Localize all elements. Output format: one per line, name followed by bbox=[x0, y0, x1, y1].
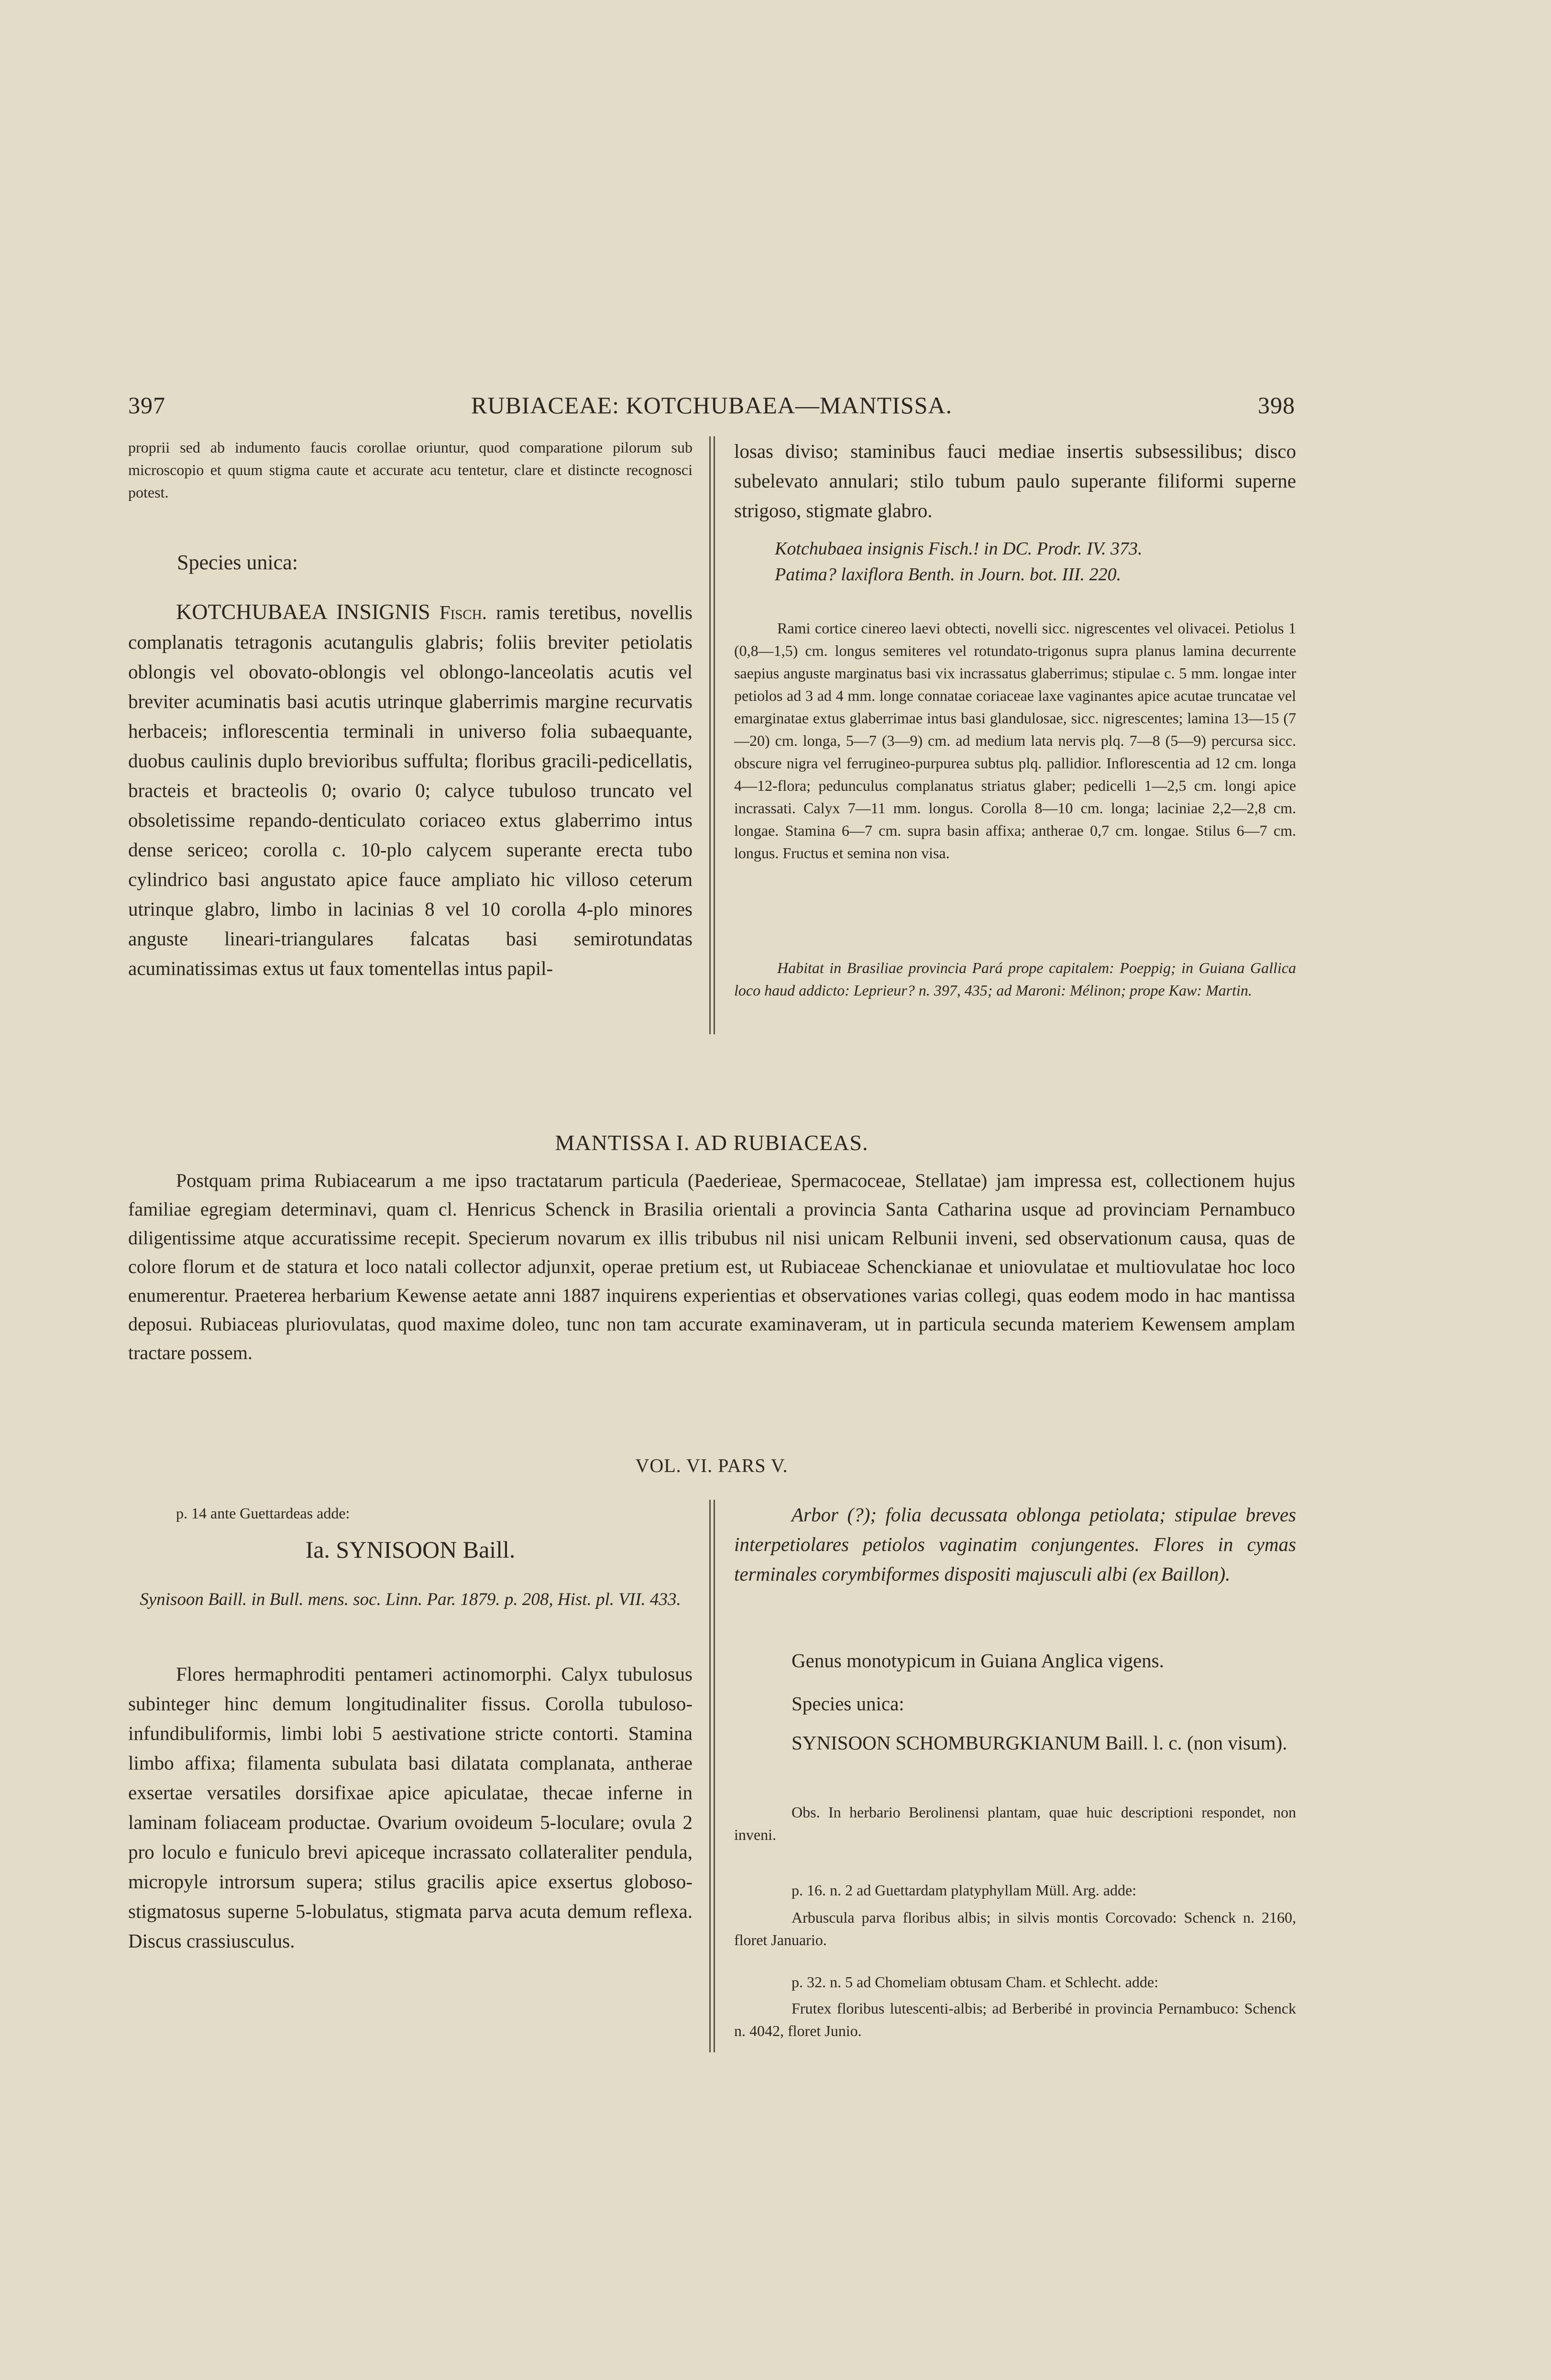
synonym-block bbox=[775, 536, 1142, 587]
kotchubaea-description bbox=[128, 597, 693, 983]
species-author: Fisch. bbox=[439, 601, 487, 623]
p32-text: Frutex floribus lutescenti-albis; ad Berberibé in provincia Pernambuco: Schenck n. 4042, floret Junio. bbox=[734, 2000, 1296, 2039]
synisoon-species bbox=[734, 1728, 1296, 1758]
obs-note bbox=[734, 1801, 1296, 1846]
species-unica-label-2: Species unica: bbox=[792, 1693, 904, 1715]
running-title: RUBIACEAE: KOTCHUBAEA—MANTISSA. bbox=[471, 392, 953, 419]
p16-note bbox=[734, 1906, 1296, 1951]
synonym-1: Kotchubaea insignis Fisch.! in DC. Prodr. IV. 373. bbox=[775, 539, 1143, 559]
arbor-description bbox=[734, 1500, 1296, 1589]
p16-text: Arbuscula parva floribus albis; in silvis montis Corcovado: Schenck n. 2160, floret Januario. bbox=[734, 1909, 1296, 1948]
mantissa-paragraph: Postquam prima Rubiacearum a me ipso tractatarum particula (Paederieae, Spermacoceae, Stellatae) jam impressa est, collectionem hujus familiae egregiam determinavi, quam cl. Henricus Schenck in Brasilia orientali a provincia Santa Catharina usque ad provinciam Pernambuco diligentissime atque accuratissime recepit. Specierum novarum ex illis tribubus nil nisi unicam Relbunii inveni, sed observationum causa, quas de colore florum et de statura et loco natali collector adjunxit, operae pretium est, ut Rubiaceae Schenckianae et uniovulatae et multiovulatae hoc loco enumerentur. Praeterea herbarium Kewense aetate anni 1887 inquirens experientias et observationes varias collegi, quas eodem modo in hac mantissa deposui. Rubiaceas pluriovulatas, quod maxime doleo, tunc non tam accurate examinaveram, ut in particula secunda materiem Kewensem amplam tractare possem. bbox=[128, 1170, 1295, 1363]
page-number-right: 398 bbox=[1258, 392, 1295, 419]
synonym-2: Patima? laxiflora Benth. in Journ. bot. III. 220. bbox=[775, 565, 1122, 585]
p32-note bbox=[734, 1997, 1296, 2042]
synisoon-species-text: SYNISOON SCHOMBURGKIANUM Baill. l. c. (non visum). bbox=[792, 1732, 1287, 1754]
top-right-continuation bbox=[734, 436, 1296, 525]
obs-text: Obs. In herbario Berolinensi plantam, quae huic descriptioni respondet, non inveni. bbox=[734, 1804, 1296, 1843]
arbor-text: Arbor (?); folia decussata oblonga petiolata; stipulae breves interpetiolares petiolos vaginatim conjungentes. Flores in cymas terminales corymbiformes dispositi majusculi albi (ex Baillon). bbox=[734, 1504, 1296, 1585]
specimen-details bbox=[734, 617, 1296, 864]
synisoon-genus-heading: Ia. SYNISOON Baill. bbox=[305, 1536, 516, 1563]
species-name: KOTCHUBAEA INSIGNIS bbox=[176, 599, 430, 624]
synisoon-description-text: Flores hermaphroditi pentameri actinomorphi. Calyx tubulosus subinteger hinc demum longitudinaliter fissus. Corolla tubuloso-infundibuliformis, limbi lobi 5 aestivatione stricte contorti. Stamina limbo affixa; filamenta subulata basi dilatata complanata, antherae exsertae versatiles dorsifixae apice apiculatae, thecae inferne in laminam foliaceam productae. Ovarium ovoideum 5-loculare; ovula 2 pro loculo e funiculo brevi apiceque incrassato collateraliter pendula, micropyle introrsum supera; stilus gracilis apice exsertus globoso-stigmatosus superne 5-lobulatus, stigmata parva acuta demum reflexa. Discus crassiusculus. bbox=[128, 1663, 693, 1952]
mantissa-body bbox=[128, 1166, 1295, 1367]
intro-paragraph: proprii sed ab indumento faucis corollae oriuntur, quod comparatione pilorum sub microscopio et quum stigma caute et accurate acu tentetur, clare et distincte recognosci potest. bbox=[128, 439, 693, 501]
volume-heading: VOL. VI. PARS V. bbox=[635, 1455, 788, 1476]
running-header bbox=[128, 391, 1295, 425]
habitat-paragraph: Habitat in Brasiliae provincia Pará prope capitalem: Poeppig; in Guiana Gallica loco haud addicto: Leprieur? n. 397, 435; ad Maroni: Mélinon; prope Kaw: Martin. bbox=[734, 959, 1296, 999]
p14-reference: p. 14 ante Guettardeas adde: bbox=[176, 1505, 350, 1522]
p16-reference: p. 16. n. 2 ad Guettardam platyphyllam Müll. Arg. adde: bbox=[792, 1882, 1137, 1899]
details-paragraph: Rami cortice cinereo laevi obtecti, novelli sicc. nigrescentes vel olivacei. Petiolus 1 (0,8—1,5) cm. longus semiteres vel rotundato-trigonus supra planus lamina decurrente saepius anguste marginatus basi vix incrassatus glaberrimus; stipulae c. 5 mm. longae inter petiolos ad 3 ad 4 mm. longe connatae coriaceae laxe vaginantes apice acutae truncatae vel emarginatae extus glaberrimae intus basi glandulosae, sicc. nigrescentes; lamina 13—15 (7—20) cm. longa, 5—7 (3—9) cm. ad medium lata nervis plq. 7—8 (5—9) percursa sicc. obscure nigra vel ferrugineo-purpurea subtus plq. pallidior. Inflorescentia ad 12 cm. longa 4—12-flora; pedunculus complanatus striatus glaber; pedicelli 1—2,5 cm. longi apice incrassati. Calyx 7—11 mm. longus. Corolla 8—10 cm. longa; laciniae 2,2—2,8 cm. longae. Stamina 6—7 cm. supra basin affixa; antherae 0,7 cm. longae. Stilus 6—7 cm. longus. Fructus et semina non visa. bbox=[734, 620, 1296, 862]
column-divider-bottom bbox=[709, 1500, 711, 2052]
continuation-paragraph: losas diviso; staminibus fauci mediae insertis subsessilibus; disco subelevato annulari; stilo tubum paulo superante filiformi superne strigoso, stigmate glabro. bbox=[734, 440, 1296, 521]
synisoon-description bbox=[128, 1659, 693, 1956]
species-description: ramis teretibus, novellis complanatis tetragonis acutangulis glabris; foliis breviter petiolatis oblongis vel obovato-oblongis vel oblongo-lanceolatis acutis vel breviter acuminatis basi acutis utrinque glaberrimis margine recurvatis herbaceis; inflorescentia terminali in universo folia subaequante, duobus caulinis duplo brevioribus suffulta; floribus gracili-pedicellatis, bracteis et bracteolis 0; ovario 0; calyce tubuloso truncato vel obsoletissime repando-denticulato coriaceo extus glaberrimo intus dense sericeo; corolla c. 10-plo calycem superante erecta tubo cylindrico basi angustato apice fauce ampliato hic villoso ceterum utrinque glabro, limbo in lacinias 8 vel 10 corolla 4-plo minores anguste lineari-triangulares falcatas basi semirotundatas acuminatissimas extus ut faux tomentellas intus papil- bbox=[128, 601, 693, 979]
column-divider-bottom-2 bbox=[714, 1500, 715, 2052]
top-left-intro bbox=[128, 436, 693, 504]
column-divider-top-2 bbox=[714, 436, 715, 1034]
habitat-block bbox=[734, 957, 1296, 1002]
p32-reference: p. 32. n. 5 ad Chomeliam obtusam Cham. et Schlecht. adde: bbox=[792, 1973, 1158, 1991]
page-number-left: 397 bbox=[128, 392, 165, 419]
genus-note: Genus monotypicum in Guiana Anglica vigens. bbox=[792, 1649, 1164, 1672]
species-unica-label: Species unica: bbox=[177, 551, 298, 574]
column-divider-top bbox=[709, 436, 711, 1034]
mantissa-heading: MANTISSA I. AD RUBIACEAS. bbox=[555, 1130, 869, 1155]
synisoon-citation: Synisoon Baill. in Bull. mens. soc. Linn. Par. 1879. p. 208, Hist. pl. VII. 433. bbox=[140, 1590, 681, 1609]
